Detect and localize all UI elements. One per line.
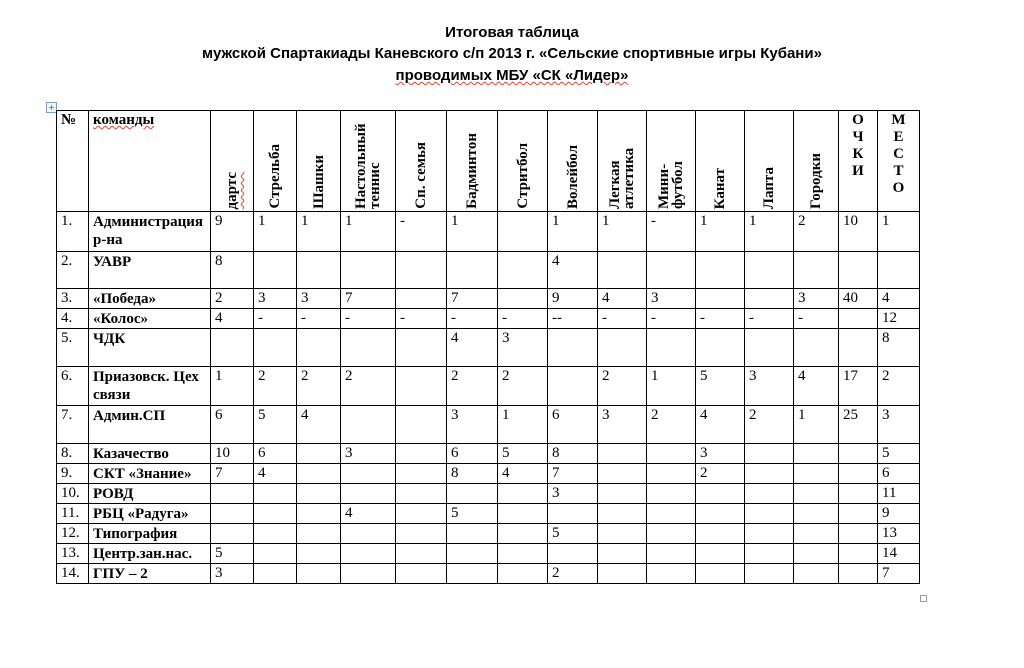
team-name: «Победа» (89, 289, 211, 309)
score-cell: 2 (297, 367, 341, 406)
header-sport (211, 111, 254, 212)
score-cell (745, 484, 794, 504)
score-cell (696, 564, 745, 584)
score-cell (396, 484, 447, 504)
score-cell (498, 544, 548, 564)
score-cell (598, 464, 647, 484)
points-cell (839, 252, 878, 289)
table-row (57, 484, 920, 504)
place-cell (878, 252, 920, 289)
row-number: 9. (57, 464, 89, 484)
points-cell: 40 (839, 289, 878, 309)
header-sport (598, 111, 647, 212)
score-cell: 1 (647, 367, 696, 406)
score-cell (396, 544, 447, 564)
row-number: 10. (57, 484, 89, 504)
row-number: 6. (57, 367, 89, 406)
score-cell (696, 484, 745, 504)
score-cell (745, 289, 794, 309)
score-cell (396, 252, 447, 289)
header-place (878, 111, 920, 212)
score-cell: 6 (254, 444, 297, 464)
row-number: 13. (57, 544, 89, 564)
score-cell (341, 544, 396, 564)
score-cell: 4 (254, 464, 297, 484)
table-resize-handle[interactable] (920, 595, 927, 602)
score-cell: - (341, 309, 396, 329)
score-cell (211, 524, 254, 544)
table-row (57, 464, 920, 484)
score-cell: 2 (211, 289, 254, 309)
points-cell (839, 444, 878, 464)
header-sport-label: Лапта (761, 166, 777, 209)
score-cell: 2 (341, 367, 396, 406)
table-row (57, 544, 920, 564)
score-cell (498, 524, 548, 544)
score-cell: 4 (548, 252, 598, 289)
score-cell (498, 212, 548, 252)
header-sport-label: Бадминтон (464, 133, 480, 209)
team-name: Казачество (89, 444, 211, 464)
score-cell (745, 524, 794, 544)
score-cell (254, 252, 297, 289)
header-sport (498, 111, 548, 212)
place-cell: 4 (878, 289, 920, 309)
score-cell (647, 444, 696, 464)
score-cell (341, 464, 396, 484)
score-cell (297, 464, 341, 484)
score-cell: 1 (598, 212, 647, 252)
score-cell (696, 289, 745, 309)
score-cell: 2 (254, 367, 297, 406)
score-cell: 2 (696, 464, 745, 484)
score-cell: 7 (341, 289, 396, 309)
score-cell (598, 564, 647, 584)
score-cell (598, 444, 647, 464)
place-cell: 12 (878, 309, 920, 329)
score-cell (447, 524, 498, 544)
score-cell (498, 484, 548, 504)
score-cell: 8 (211, 252, 254, 289)
header-sport (696, 111, 745, 212)
table-row (57, 367, 920, 406)
score-cell (297, 544, 341, 564)
table-row (57, 329, 920, 367)
score-cell (647, 329, 696, 367)
score-cell (447, 544, 498, 564)
row-number: 11. (57, 504, 89, 524)
table-row (57, 524, 920, 544)
header-sport-label: Волейбол (564, 144, 581, 209)
row-number: 5. (57, 329, 89, 367)
score-cell: 6 (548, 406, 598, 444)
points-cell (839, 329, 878, 367)
score-cell (548, 367, 598, 406)
organizer-text: проводимых МБУ «СК «Лидер» (395, 67, 629, 84)
row-number: 14. (57, 564, 89, 584)
header-sport-label: Стритбол (514, 143, 531, 209)
document-subtitle: мужской Спартакиады Каневского с/п 2013 г. «Сельские спортивные игры Кубани» (202, 45, 822, 62)
team-name: РОВД (89, 484, 211, 504)
score-cell: - (794, 309, 839, 329)
score-cell (745, 444, 794, 464)
score-cell: 8 (548, 444, 598, 464)
score-cell: 3 (696, 444, 745, 464)
table-body (57, 212, 920, 584)
score-cell: 1 (211, 367, 254, 406)
score-cell: 3 (598, 406, 647, 444)
score-cell: 5 (498, 444, 548, 464)
score-cell (396, 329, 447, 367)
score-cell: - (647, 212, 696, 252)
score-cell: - (447, 309, 498, 329)
score-cell: 7 (548, 464, 598, 484)
score-cell: 3 (297, 289, 341, 309)
score-cell: 1 (745, 212, 794, 252)
row-number: 8. (57, 444, 89, 464)
table-row (57, 406, 920, 444)
score-cell: 6 (211, 406, 254, 444)
team-name: УАВР (89, 252, 211, 289)
score-cell: 1 (696, 212, 745, 252)
score-cell (745, 564, 794, 584)
score-cell (745, 544, 794, 564)
score-cell: 2 (498, 367, 548, 406)
results-table (56, 110, 920, 584)
score-cell (647, 524, 696, 544)
table-row (57, 252, 920, 289)
points-cell (839, 544, 878, 564)
score-cell: 5 (548, 524, 598, 544)
score-cell: 8 (447, 464, 498, 484)
score-cell (794, 504, 839, 524)
score-cell (211, 484, 254, 504)
header-sport-label: Стрельба (267, 144, 283, 209)
score-cell: 1 (498, 406, 548, 444)
score-cell (696, 524, 745, 544)
score-cell (498, 504, 548, 524)
score-cell (297, 484, 341, 504)
score-cell (794, 564, 839, 584)
header-team (89, 111, 211, 212)
score-cell (498, 252, 548, 289)
score-cell (396, 289, 447, 309)
score-cell (745, 252, 794, 289)
score-cell (341, 252, 396, 289)
points-cell (839, 564, 878, 584)
score-cell (794, 329, 839, 367)
table-row (57, 289, 920, 309)
place-cell: 14 (878, 544, 920, 564)
score-cell: 2 (745, 406, 794, 444)
header-sport (297, 111, 341, 212)
header-sport (548, 111, 598, 212)
header-sport-label: Мини-футбол (656, 161, 686, 209)
score-cell (254, 484, 297, 504)
score-cell (794, 544, 839, 564)
score-cell (794, 524, 839, 544)
score-cell (297, 564, 341, 584)
score-cell (696, 544, 745, 564)
table-row (57, 444, 920, 464)
score-cell: 7 (447, 289, 498, 309)
place-cell: 1 (878, 212, 920, 252)
score-cell: - (396, 309, 447, 329)
score-cell (794, 444, 839, 464)
score-cell (254, 504, 297, 524)
score-cell: 4 (696, 406, 745, 444)
score-cell: 5 (254, 406, 297, 444)
header-place-label: М Е С Т О (891, 112, 906, 196)
score-cell: - (696, 309, 745, 329)
header-sport-label: Настольный теннис (353, 123, 383, 209)
score-cell (254, 524, 297, 544)
score-cell (647, 252, 696, 289)
score-cell (211, 504, 254, 524)
score-cell: 1 (254, 212, 297, 252)
score-cell (794, 484, 839, 504)
score-cell (254, 329, 297, 367)
header-points-label: О Ч К И (852, 112, 864, 179)
score-cell (598, 484, 647, 504)
score-cell (341, 564, 396, 584)
score-cell (548, 329, 598, 367)
score-cell (396, 564, 447, 584)
row-number: 12. (57, 524, 89, 544)
score-cell (341, 406, 396, 444)
place-cell: 8 (878, 329, 920, 367)
score-cell: 3 (498, 329, 548, 367)
place-cell: 11 (878, 484, 920, 504)
score-cell (647, 564, 696, 584)
score-cell (498, 289, 548, 309)
table-row (57, 309, 920, 329)
score-cell: 4 (447, 329, 498, 367)
score-cell: 5 (211, 544, 254, 564)
score-cell: 2 (548, 564, 598, 584)
score-cell (598, 329, 647, 367)
score-cell (254, 564, 297, 584)
score-cell (211, 329, 254, 367)
place-cell: 13 (878, 524, 920, 544)
score-cell: - (498, 309, 548, 329)
score-cell: - (396, 212, 447, 252)
place-cell: 6 (878, 464, 920, 484)
score-cell (396, 444, 447, 464)
header-sport-label: Легкая атлетика (607, 147, 637, 209)
score-cell: 4 (211, 309, 254, 329)
score-cell: 3 (647, 289, 696, 309)
score-cell (794, 464, 839, 484)
score-cell (696, 504, 745, 524)
header-points (839, 111, 878, 212)
score-cell (598, 252, 647, 289)
table-header-row (57, 111, 920, 212)
table-move-handle-icon[interactable]: + (46, 102, 57, 113)
row-number: 2. (57, 252, 89, 289)
header-sport (647, 111, 696, 212)
header-sport (745, 111, 794, 212)
score-cell: 9 (548, 289, 598, 309)
score-cell: - (745, 309, 794, 329)
score-cell (396, 524, 447, 544)
score-cell: 4 (297, 406, 341, 444)
score-cell: 2 (598, 367, 647, 406)
points-cell (839, 464, 878, 484)
score-cell: 5 (447, 504, 498, 524)
team-name: Админ.СП (89, 406, 211, 444)
score-cell: 1 (341, 212, 396, 252)
score-cell: 3 (447, 406, 498, 444)
team-name: Типография (89, 524, 211, 544)
score-cell (396, 504, 447, 524)
row-number: 1. (57, 212, 89, 252)
score-cell (647, 484, 696, 504)
score-cell (647, 504, 696, 524)
score-cell: -- (548, 309, 598, 329)
team-name: РБЦ «Радуга» (89, 504, 211, 524)
points-cell (839, 504, 878, 524)
team-name: ГПУ – 2 (89, 564, 211, 584)
document-title: Итоговая таблица (445, 24, 579, 41)
header-sport (396, 111, 447, 212)
score-cell: 5 (696, 367, 745, 406)
score-cell: 3 (254, 289, 297, 309)
place-cell: 5 (878, 444, 920, 464)
score-cell: 3 (745, 367, 794, 406)
header-team-label: команды (93, 112, 155, 128)
score-cell (447, 564, 498, 584)
score-cell (297, 444, 341, 464)
score-cell (548, 504, 598, 524)
header-num: № (57, 111, 89, 212)
score-cell (297, 252, 341, 289)
score-cell (297, 504, 341, 524)
team-name: Администрация р-на (89, 212, 211, 252)
header-sport-label: Городки (808, 152, 824, 209)
score-cell (341, 524, 396, 544)
points-cell (839, 309, 878, 329)
score-cell (396, 406, 447, 444)
header-sport (254, 111, 297, 212)
score-cell: - (297, 309, 341, 329)
header-sport (447, 111, 498, 212)
team-name: Центр.зан.нас. (89, 544, 211, 564)
score-cell (341, 484, 396, 504)
score-cell (447, 252, 498, 289)
score-cell: 3 (341, 444, 396, 464)
score-cell (696, 329, 745, 367)
score-cell (696, 252, 745, 289)
score-cell (396, 367, 447, 406)
points-cell (839, 484, 878, 504)
header-sport (341, 111, 396, 212)
score-cell: - (647, 309, 696, 329)
score-cell: 10 (211, 444, 254, 464)
team-name: ЧДК (89, 329, 211, 367)
score-cell: 4 (498, 464, 548, 484)
score-cell (341, 329, 396, 367)
score-cell: 3 (794, 289, 839, 309)
score-cell: 7 (211, 464, 254, 484)
place-cell: 9 (878, 504, 920, 524)
table-row (57, 212, 920, 252)
score-cell (745, 464, 794, 484)
score-cell: 2 (647, 406, 696, 444)
place-cell: 3 (878, 406, 920, 444)
score-cell (647, 464, 696, 484)
header-sport-label: Канат (712, 167, 728, 209)
score-cell (745, 329, 794, 367)
points-cell (839, 524, 878, 544)
points-cell: 10 (839, 212, 878, 252)
table-row (57, 564, 920, 584)
score-cell (598, 504, 647, 524)
score-cell: 2 (794, 212, 839, 252)
place-cell: 7 (878, 564, 920, 584)
row-number: 3. (57, 289, 89, 309)
score-cell (297, 524, 341, 544)
table-row (57, 504, 920, 524)
score-cell: 6 (447, 444, 498, 464)
score-cell: 1 (297, 212, 341, 252)
document-subtitle-organizer (0, 65, 1024, 86)
score-cell (598, 524, 647, 544)
score-cell: 3 (548, 484, 598, 504)
score-cell: 1 (447, 212, 498, 252)
score-cell: 4 (598, 289, 647, 309)
team-name: Приазовск. Цех связи (89, 367, 211, 406)
score-cell: - (598, 309, 647, 329)
score-cell (745, 504, 794, 524)
row-number: 7. (57, 406, 89, 444)
header-sport-label: Шашки (310, 155, 327, 209)
score-cell: 2 (447, 367, 498, 406)
score-cell: - (254, 309, 297, 329)
header-sport-label: Сп. семья (413, 142, 429, 209)
score-cell (297, 329, 341, 367)
score-cell: 1 (548, 212, 598, 252)
score-cell (794, 252, 839, 289)
score-cell (498, 564, 548, 584)
score-cell (548, 544, 598, 564)
score-cell (447, 484, 498, 504)
score-cell: 1 (794, 406, 839, 444)
score-cell (647, 544, 696, 564)
score-cell: 4 (341, 504, 396, 524)
header-sport (794, 111, 839, 212)
team-name: «Колос» (89, 309, 211, 329)
score-cell (598, 544, 647, 564)
points-cell: 17 (839, 367, 878, 406)
score-cell (396, 464, 447, 484)
points-cell: 25 (839, 406, 878, 444)
header-sport-label: дартс (224, 171, 240, 209)
score-cell: 4 (794, 367, 839, 406)
score-cell: 9 (211, 212, 254, 252)
row-number: 4. (57, 309, 89, 329)
place-cell: 2 (878, 367, 920, 406)
team-name: СКТ «Знание» (89, 464, 211, 484)
score-cell (254, 544, 297, 564)
score-cell: 3 (211, 564, 254, 584)
